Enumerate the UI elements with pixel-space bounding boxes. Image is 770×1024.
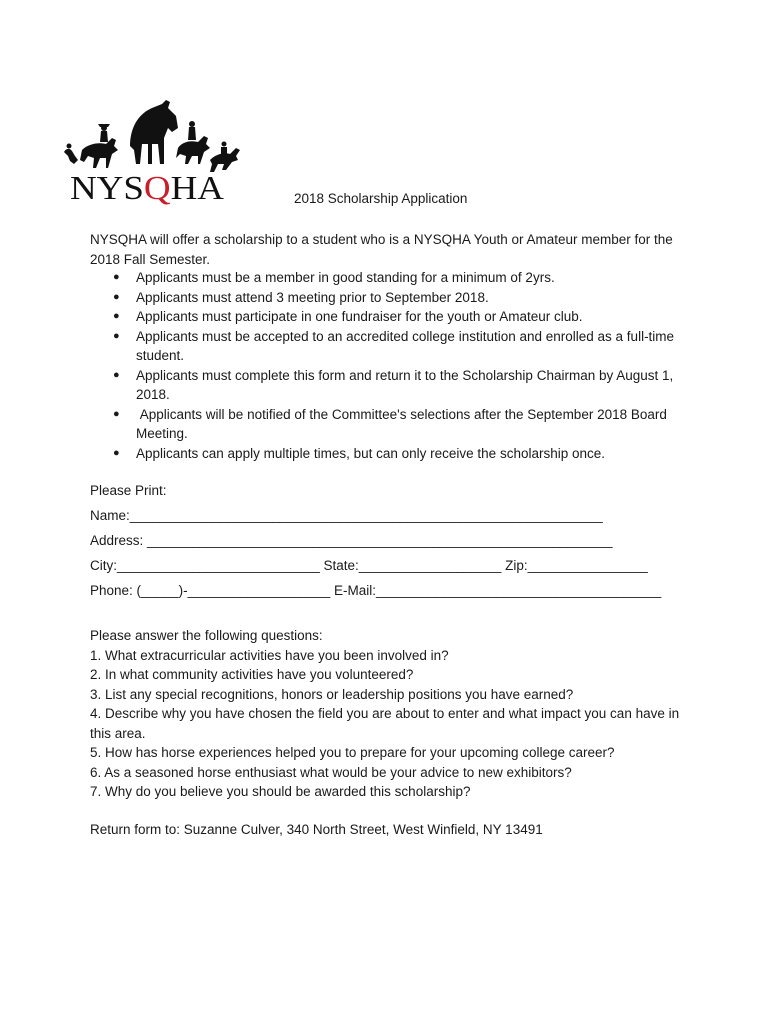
bullet-icon: ●	[113, 329, 120, 342]
question-item: 1. What extracurricular activities have you been involved in?	[90, 647, 449, 663]
list-item-text: Applicants must be a member in good standing for a minimum of 2yrs.	[136, 270, 555, 285]
svg-text:NYSQHA	[70, 170, 224, 207]
logo-text-suffix: HA	[170, 170, 220, 207]
horse-riders-logo-icon	[60, 98, 242, 210]
list-item	[90, 327, 690, 366]
name-field[interactable]: Name:_______________________________________________________________	[90, 508, 603, 523]
phone-email-field[interactable]: Phone: (_____)-___________________ E-Mail:______________________________________	[90, 583, 662, 598]
list-item	[90, 444, 690, 464]
bullet-icon: ●	[113, 310, 120, 322]
questions-heading: Please answer the following questions:	[90, 628, 323, 643]
bullet-icon: ●	[113, 368, 120, 381]
bullet-icon: ●	[113, 407, 120, 420]
intro-paragraph: NYSQHA will offer a scholarship to a student who is a NYSQHA Youth or Amateur member for the 2018 Fall Semester.	[90, 232, 673, 267]
logo-text-prefix: NYS	[70, 170, 139, 207]
logo-text-q: Q	[143, 170, 169, 207]
question-item: 4. Describe why you have chosen the field you are about to enter and what impact you can have in this area.	[90, 706, 680, 741]
list-item-text: Applicants must complete this form and return it to the Scholarship Chairman by August 1, 2018.	[136, 367, 674, 402]
bullet-icon: ●	[113, 446, 120, 459]
question-item: 7. Why do you believe you should be awarded this scholarship?	[90, 784, 471, 799]
list-item	[90, 288, 690, 308]
list-item	[90, 307, 690, 327]
bullet-icon: ●	[113, 290, 120, 303]
address-field[interactable]: Address: ______________________________________________________________	[90, 533, 613, 548]
list-item-text: Applicants can apply multiple times, but can only receive the scholarship once.	[136, 445, 605, 461]
list-item	[90, 405, 690, 444]
list-item-text: Applicants must be accepted to an accredited college institution and enrolled as a full-time student.	[136, 328, 675, 363]
question-item: 3. List any special recognitions, honors or leadership positions you have earned?	[90, 686, 574, 702]
please-print-label: Please Print:	[90, 483, 167, 498]
list-item-text: Applicants must participate in one fundraiser for the youth or Amateur club.	[136, 309, 583, 324]
document-title: 2018 Scholarship Application	[294, 191, 468, 206]
question-item: 2. In what community activities have you volunteered?	[90, 667, 414, 682]
question-item: 6. As a seasoned horse enthusiast what would be your advice to new exhibitors?	[90, 764, 572, 780]
questions-section	[90, 626, 690, 802]
requirements-list	[90, 268, 690, 463]
list-item	[90, 366, 690, 405]
nysqha-logo	[60, 98, 242, 210]
bullet-icon: ●	[113, 271, 120, 283]
list-item	[90, 268, 690, 288]
list-item-text: Applicants will be notified of the Committee's selections after the September 2018 Board Meeting.	[136, 406, 671, 441]
list-item-text: Applicants must attend 3 meeting prior to September 2018.	[136, 289, 489, 305]
question-item: 5. How has horse experiences helped you to prepare for your upcoming college career?	[90, 745, 615, 760]
return-address: Return form to: Suzanne Culver, 340 North Street, West Winfield, NY 13491	[90, 822, 543, 837]
city-state-zip-field[interactable]: City:___________________________ State:___________________ Zip:________________	[90, 558, 648, 573]
